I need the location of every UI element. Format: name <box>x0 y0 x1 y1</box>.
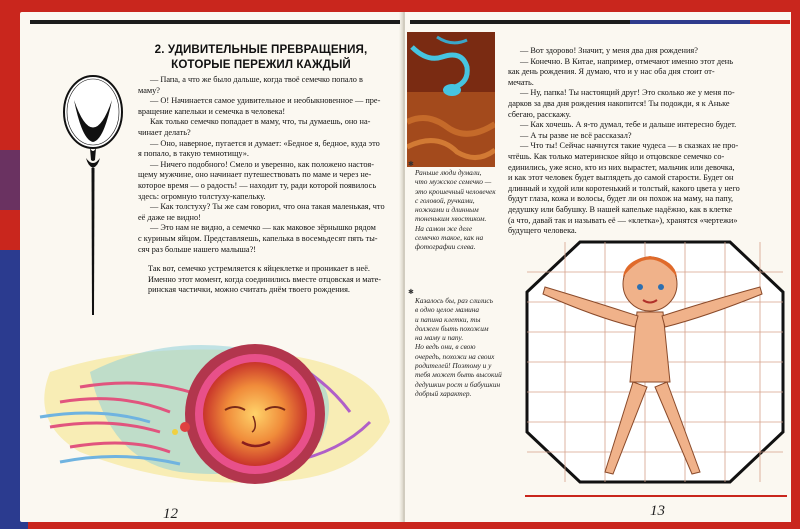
caption-line: родителей! Поэтому и у <box>415 361 492 371</box>
spoon-illustration <box>60 70 130 320</box>
caption-line: с головой, ручками, <box>415 195 475 205</box>
caption-bullet-icon: ✱ <box>408 160 414 168</box>
text-line: — Ну, папка! Ты настоящий друг! Это сколько же у меня по- <box>520 88 735 98</box>
caption-line: что мужское семечко — <box>415 177 492 187</box>
text-line: — Как хочешь. А я-то думал, тебе и дальше интересно будет. <box>520 120 737 130</box>
text-line: чинает делать? <box>138 127 191 137</box>
left-body-text <box>138 75 385 255</box>
caption-line: и папина клетки, ты <box>415 314 481 324</box>
caption-bullet-icon: ✱ <box>408 288 414 296</box>
caption-line: добрый характер. <box>415 388 472 398</box>
text-line: — Как толстуху? Ты же сам говорил, что она такая маленькая, что <box>150 202 385 212</box>
caption-line: дедушкин рост и бабушкин <box>415 379 501 389</box>
caption-line: это крошечный человечек <box>415 186 496 196</box>
text-line: — А ты разве не всё рассказал? <box>520 130 632 140</box>
text-line: я попало, в такую темнотищу». <box>138 149 249 159</box>
text-line: — Что ты! Сейчас начнутся такие чудеса — в сказках не про- <box>520 141 739 151</box>
right-body-text <box>508 46 740 237</box>
text-line: — Вот здорово! Значит, у меня два дня рождения? <box>520 46 698 55</box>
text-line: с куриным яйцом. Представляешь, капелька в восемьдесят пять ты- <box>138 233 378 243</box>
text-line: чтёшь. Как только материнское яйцо и отцовское семечко со- <box>508 151 725 161</box>
text-line: и как этот человек будет выглядеть до самой старости. Будет он <box>508 173 734 183</box>
child-grid-illustration <box>525 232 787 502</box>
top-rule-right-red <box>750 20 790 24</box>
caption-line: ножками и длинным <box>415 205 479 215</box>
caption-line: семечко такое, как на <box>415 233 484 243</box>
text-line: будущего человека. <box>508 226 577 236</box>
left-body-text-2 <box>148 264 381 296</box>
chapter-heading-line: 2. УДИВИТЕЛЬНЫЕ ПРЕВРАЩЕНИЯ, <box>154 43 368 56</box>
text-line: мечать. <box>508 77 534 87</box>
text-line: длинный и худой или коротенький и толстый, какого цвета у него <box>508 183 740 193</box>
top-rule-right-blue <box>630 20 750 24</box>
text-line: Именно этот момент, когда соединились вместе отцовская и мате- <box>148 274 382 284</box>
chapter-heading-line: КОТОРЫЕ ПЕРЕЖИЛ КАЖДЫЙ <box>171 58 351 71</box>
chapter-heading <box>138 42 384 72</box>
text-line: единились, уже ясно, кто из них вырастет, мальчик или девочка, <box>508 162 735 172</box>
text-line: — Папа, а что же было дальше, когда твоё семечко попало в <box>150 75 363 84</box>
text-line: дарков за два дня рождения накопится! Ты подожди, я к Аньке <box>508 98 730 108</box>
cover-edge-blue-upper <box>0 150 22 210</box>
text-line: сбегаю, расскажу. <box>508 109 571 119</box>
caption-line: Раньше люди думали, <box>415 168 482 177</box>
text-line: будут глаза, кожа и волосы, будет ли он похож на маму, на папу, <box>508 194 734 204</box>
text-line: — О! Начинается самое удивительное и необыкновенное — пре- <box>150 96 381 106</box>
text-line: — Оно, наверное, пугается и думает: «Бедное я, бедное, куда это <box>150 138 380 148</box>
caption-line: должен быть похожим <box>415 323 489 333</box>
top-rule-left <box>30 20 400 24</box>
text-line: которое время — о радость! — находит ту, ради которой появилось <box>138 180 377 190</box>
caption-line: Но ведь они, в свою <box>415 342 476 352</box>
text-line: дедушку или бабушку. В нашей капельке надёжно, как в клетке <box>508 204 733 214</box>
top-rule-right-black <box>410 20 630 24</box>
page-number-right: 13 <box>650 503 665 519</box>
text-line: — Конечно. В Китае, например, отмечают именно этот день <box>520 56 734 66</box>
caption-line: тоненьким хвостиком. <box>415 214 487 224</box>
page-number-left: 12 <box>163 506 178 522</box>
caption-line: очередь, похожи на своих <box>415 351 495 361</box>
text-line: сяч раз больше нашего малыша?! <box>138 244 257 254</box>
text-line: здесь: огромную толстуху-капельку. <box>138 191 266 201</box>
text-line: как день рождения. Я думаю, что и у нас оба дня стоит от- <box>508 67 715 77</box>
text-line: Так вот, семечко устремляется к яйцеклетке и проникает в неё. <box>148 264 370 273</box>
text-line: вращение капельки и семечка в человека! <box>138 106 286 116</box>
text-line: щему мужчине, оно начинает путешествовать по маме и через не- <box>138 170 372 180</box>
caption-line: Казалось бы, раз слились <box>415 296 493 305</box>
text-line: ринская частички, можно считать днём твоего рождения. <box>148 285 350 295</box>
caption-sperm <box>415 168 496 252</box>
text-line: (а что, давай так и называть её — «клетка»), хранятся «чертежи» <box>508 215 738 225</box>
caption-line: На самом же деле <box>415 223 473 233</box>
text-line: её даже не видно! <box>138 212 201 222</box>
text-line: маму? <box>138 85 160 95</box>
caption-line: на маму и папу. <box>415 333 464 343</box>
sun-face-illustration <box>20 332 403 492</box>
caption-line: тебя может быть высокий <box>415 370 502 380</box>
caption-line: фотографии слева. <box>415 242 476 252</box>
caption-heredity <box>415 296 502 398</box>
text-line: — Это нам не видно, а семечко — как маковое зёрнышко рядом <box>150 223 376 233</box>
caption-line: в одно целое мамина <box>415 305 480 315</box>
text-line: Как только семечко попадает в маму, что, ты думаешь, оно на- <box>150 117 371 127</box>
text-line: — Ничего подобного! Смело и уверенно, как положено настоя- <box>150 159 374 169</box>
sperm-micrograph <box>407 32 495 167</box>
